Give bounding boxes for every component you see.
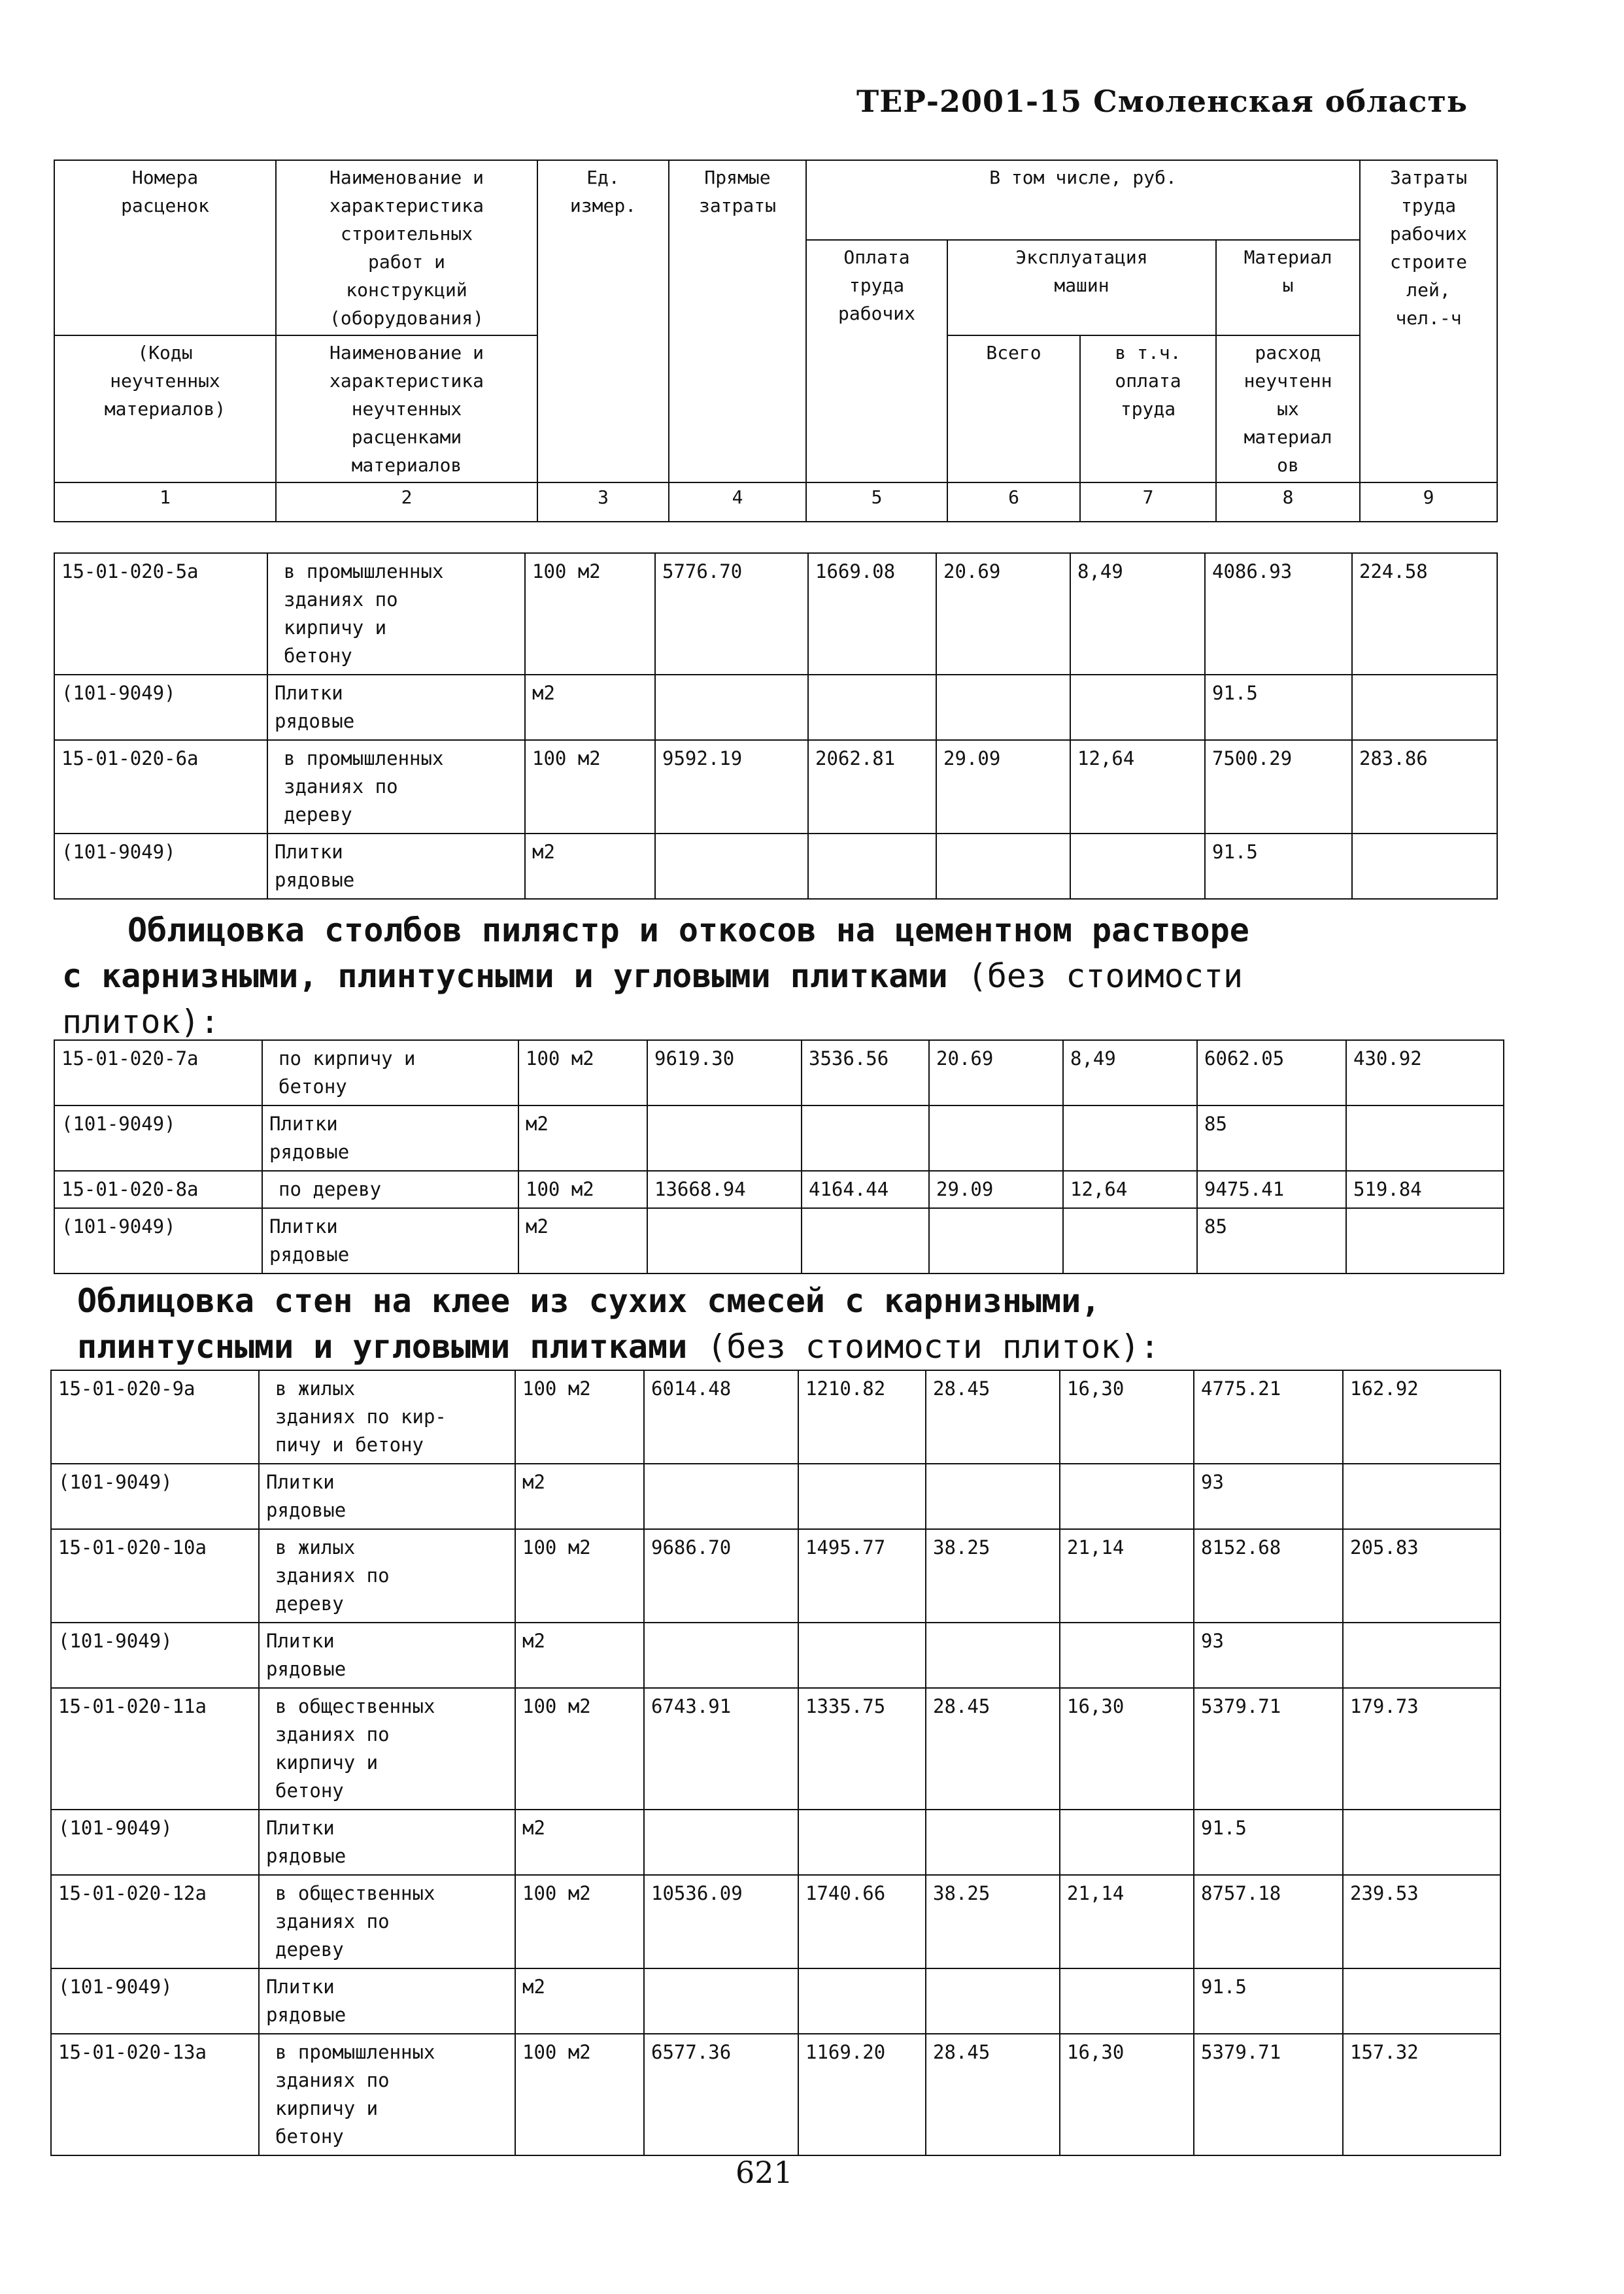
cell-mach: 28.45 <box>926 2034 1060 2155</box>
cell-name: в промышленных зданиях по дереву <box>267 740 525 834</box>
cell-hours: 239.53 <box>1343 1875 1500 1968</box>
cell-name: в общественных зданиях по кирпичу и бетону <box>259 1688 515 1810</box>
cell-direct: 6014.48 <box>644 1370 798 1464</box>
rate-row <box>54 1171 1504 1208</box>
cell-name: по дереву <box>262 1171 518 1208</box>
cell-labor <box>798 1464 926 1529</box>
cell-labor: 3536.56 <box>802 1040 929 1105</box>
cell-hours <box>1352 834 1497 899</box>
cell-mach-labor <box>1060 1464 1194 1529</box>
cell-unit: м2 <box>518 1105 647 1171</box>
cell-mach <box>936 834 1070 899</box>
cell-hours <box>1343 1810 1500 1875</box>
cell-mach-labor <box>1060 1810 1194 1875</box>
cell-labor <box>808 834 936 899</box>
section-heading-bold: плинтусными и угловыми плитками <box>77 1328 688 1366</box>
column-number: 3 <box>537 482 669 522</box>
cell-direct <box>644 1968 798 2034</box>
rate-row <box>54 740 1497 834</box>
cell-mach <box>926 1623 1060 1688</box>
rate-row <box>51 1875 1500 1968</box>
cell-unit: м2 <box>515 1464 644 1529</box>
column-number: 8 <box>1216 482 1360 522</box>
cell-mach-labor <box>1060 1623 1194 1688</box>
cell-code: (101-9049) <box>54 1208 262 1274</box>
cell-code: (101-9049) <box>54 834 267 899</box>
section-heading-bold: с карнизными, плинтусными и угловыми плитками <box>62 957 948 995</box>
cell-labor: 1495.77 <box>798 1529 926 1623</box>
cell-direct: 5776.70 <box>655 553 808 675</box>
cell-direct <box>655 834 808 899</box>
rate-row <box>51 1529 1500 1623</box>
cell-mat: 7500.29 <box>1205 740 1352 834</box>
cell-mat: 91.5 <box>1205 834 1352 899</box>
cell-direct: 9592.19 <box>655 740 808 834</box>
section-heading-line <box>77 1324 1160 1370</box>
cell-name: в жилых зданиях по дереву <box>259 1529 515 1623</box>
cell-hours: 179.73 <box>1343 1688 1500 1810</box>
header-col8-bottom: расход неучтенн ых материал ов <box>1216 335 1360 482</box>
cell-unit: 100 м2 <box>525 740 655 834</box>
cell-direct: 13668.94 <box>647 1171 802 1208</box>
cell-name: в общественных зданиях по дереву <box>259 1875 515 1968</box>
cell-mach <box>926 1968 1060 2034</box>
column-header-table <box>54 160 1498 522</box>
cell-name: Плитки рядовые <box>267 675 525 740</box>
cell-hours: 205.83 <box>1343 1529 1500 1623</box>
cell-mat: 8152.68 <box>1194 1529 1343 1623</box>
cell-mach: 20.69 <box>936 553 1070 675</box>
header-col5: Оплата труда рабочих <box>806 240 947 482</box>
section-heading-line <box>62 953 1249 999</box>
cell-unit: 100 м2 <box>515 2034 644 2155</box>
cell-mat: 8757.18 <box>1194 1875 1343 1968</box>
section-heading-line: плиток): <box>62 1003 220 1041</box>
cell-direct <box>644 1623 798 1688</box>
header-col7: в т.ч. оплата труда <box>1080 335 1216 482</box>
cell-mach: 20.69 <box>929 1040 1063 1105</box>
cell-code: (101-9049) <box>51 1623 259 1688</box>
cell-mach <box>929 1208 1063 1274</box>
cell-unit: 100 м2 <box>515 1370 644 1464</box>
cell-mach-labor: 16,30 <box>1060 1370 1194 1464</box>
column-number: 4 <box>669 482 806 522</box>
header-col8-top: Материал ы <box>1216 240 1360 335</box>
cell-labor: 1740.66 <box>798 1875 926 1968</box>
cell-hours: 283.86 <box>1352 740 1497 834</box>
cell-code: 15-01-020-8а <box>54 1171 262 1208</box>
cell-hours: 430.92 <box>1346 1040 1504 1105</box>
column-number: 6 <box>947 482 1080 522</box>
material-row <box>54 1105 1504 1171</box>
cell-code: 15-01-020-5а <box>54 553 267 675</box>
cell-direct <box>644 1810 798 1875</box>
cell-unit: 100 м2 <box>515 1529 644 1623</box>
cell-code: (101-9049) <box>51 1464 259 1529</box>
cell-unit: 100 м2 <box>518 1171 647 1208</box>
header-col2-top: Наименование и характеристика строительных работ и конструкций (оборудования) <box>276 160 537 335</box>
cell-code: (101-9049) <box>51 1810 259 1875</box>
cell-mat: 85 <box>1197 1105 1346 1171</box>
cell-hours <box>1352 675 1497 740</box>
cell-mat: 93 <box>1194 1464 1343 1529</box>
section-heading-line: Облицовка стен на клее из сухих смесей с карнизными, <box>77 1282 1101 1320</box>
cell-mach <box>926 1810 1060 1875</box>
rates-table-2 <box>54 1039 1504 1274</box>
cell-name: в промышленных зданиях по кирпичу и бетону <box>267 553 525 675</box>
cell-code: 15-01-020-7а <box>54 1040 262 1105</box>
cell-mach-labor <box>1060 1968 1194 2034</box>
cell-mach-labor: 21,14 <box>1060 1875 1194 1968</box>
cell-mach: 28.45 <box>926 1370 1060 1464</box>
column-number: 2 <box>276 482 537 522</box>
cell-mach-labor <box>1063 1208 1197 1274</box>
cell-direct: 6743.91 <box>644 1688 798 1810</box>
header-col6: Всего <box>947 335 1080 482</box>
rate-row <box>54 553 1497 675</box>
rate-row <box>51 1688 1500 1810</box>
header-col1-bottom: (Коды неучтенных материалов) <box>54 335 276 482</box>
header-col9: Затраты труда рабочих строите лей, чел.-ч <box>1360 160 1497 482</box>
cell-unit: м2 <box>525 834 655 899</box>
header-col1-top: Номера расценок <box>54 160 276 240</box>
cell-hours <box>1343 1464 1500 1529</box>
header-col1-spacer <box>54 240 276 335</box>
cell-mach-labor: 12,64 <box>1070 740 1205 834</box>
cell-unit: 100 м2 <box>515 1875 644 1968</box>
cell-mat: 5379.71 <box>1194 1688 1343 1810</box>
cell-labor: 1335.75 <box>798 1688 926 1810</box>
cell-labor <box>798 1968 926 2034</box>
cell-name: Плитки рядовые <box>259 1464 515 1529</box>
cell-labor: 4164.44 <box>802 1171 929 1208</box>
cell-labor: 2062.81 <box>808 740 936 834</box>
cell-mat: 93 <box>1194 1623 1343 1688</box>
cell-name: по кирпичу и бетону <box>262 1040 518 1105</box>
cell-hours <box>1346 1208 1504 1274</box>
cell-code: 15-01-020-11а <box>51 1688 259 1810</box>
cell-mat: 5379.71 <box>1194 2034 1343 2155</box>
cell-code: 15-01-020-13а <box>51 2034 259 2155</box>
header-col3: Ед. измер. <box>537 160 669 482</box>
cell-mach <box>936 675 1070 740</box>
cell-hours: 162.92 <box>1343 1370 1500 1464</box>
cell-mach: 38.25 <box>926 1529 1060 1623</box>
material-row <box>51 1464 1500 1529</box>
material-row <box>51 1810 1500 1875</box>
cell-mach-labor: 16,30 <box>1060 1688 1194 1810</box>
cell-code: (101-9049) <box>54 1105 262 1171</box>
cell-mach-labor: 21,14 <box>1060 1529 1194 1623</box>
cell-mach: 38.25 <box>926 1875 1060 1968</box>
header-including: В том числе, руб. <box>806 160 1360 240</box>
cell-labor: 1669.08 <box>808 553 936 675</box>
cell-mach-labor <box>1063 1105 1197 1171</box>
cell-unit: м2 <box>515 1810 644 1875</box>
rate-row <box>51 2034 1500 2155</box>
cell-mat: 4775.21 <box>1194 1370 1343 1464</box>
rate-row <box>54 1040 1504 1105</box>
cell-code: (101-9049) <box>51 1968 259 2034</box>
cell-unit: м2 <box>515 1623 644 1688</box>
cell-labor <box>802 1208 929 1274</box>
rates-table-1 <box>54 552 1498 900</box>
column-number: 5 <box>806 482 947 522</box>
material-row <box>54 675 1497 740</box>
column-number: 9 <box>1360 482 1497 522</box>
page-number: 621 <box>736 2155 793 2190</box>
cell-mat: 4086.93 <box>1205 553 1352 675</box>
header-machines: Эксплуатация машин <box>947 240 1216 335</box>
cell-direct <box>647 1208 802 1274</box>
cell-direct <box>647 1105 802 1171</box>
material-row <box>51 1968 1500 2034</box>
cell-hours <box>1346 1105 1504 1171</box>
cell-mach: 29.09 <box>936 740 1070 834</box>
cell-hours <box>1343 1968 1500 2034</box>
cell-name: Плитки рядовые <box>267 834 525 899</box>
material-row <box>54 1208 1504 1274</box>
cell-mat: 91.5 <box>1205 675 1352 740</box>
cell-name: Плитки рядовые <box>259 1623 515 1688</box>
cell-direct <box>655 675 808 740</box>
cell-unit: 100 м2 <box>515 1688 644 1810</box>
rate-row <box>51 1370 1500 1464</box>
material-row <box>54 834 1497 899</box>
cell-mat: 85 <box>1197 1208 1346 1274</box>
cell-mach <box>929 1105 1063 1171</box>
cell-mat: 91.5 <box>1194 1810 1343 1875</box>
cell-mach-labor: 8,49 <box>1070 553 1205 675</box>
cell-direct: 10536.09 <box>644 1875 798 1968</box>
column-number: 1 <box>54 482 276 522</box>
cell-mat: 6062.05 <box>1197 1040 1346 1105</box>
cell-mat: 91.5 <box>1194 1968 1343 2034</box>
header-col4: Прямые затраты <box>669 160 806 482</box>
cell-hours <box>1343 1623 1500 1688</box>
cell-unit: м2 <box>515 1968 644 2034</box>
cell-labor: 1169.20 <box>798 2034 926 2155</box>
page-title: ТЕР-2001-15 Смоленская область <box>856 84 1468 119</box>
cell-unit: 100 м2 <box>525 553 655 675</box>
material-row <box>51 1623 1500 1688</box>
rates-table-3 <box>50 1370 1501 2156</box>
section-heading-line: Облицовка столбов пилястр и откосов на цементном растворе <box>127 911 1249 949</box>
cell-labor <box>798 1623 926 1688</box>
cell-name: Плитки рядовые <box>259 1810 515 1875</box>
section-heading-walls <box>77 1278 1160 1370</box>
cell-code: 15-01-020-10а <box>51 1529 259 1623</box>
cell-code: 15-01-020-12а <box>51 1875 259 1968</box>
cell-mach-labor: 16,30 <box>1060 2034 1194 2155</box>
cell-direct: 9686.70 <box>644 1529 798 1623</box>
cell-mach: 28.45 <box>926 1688 1060 1810</box>
cell-hours: 519.84 <box>1346 1171 1504 1208</box>
cell-name: Плитки рядовые <box>262 1105 518 1171</box>
cell-code: 15-01-020-6а <box>54 740 267 834</box>
cell-mach: 29.09 <box>929 1171 1063 1208</box>
cell-hours: 157.32 <box>1343 2034 1500 2155</box>
section-heading-pilasters <box>62 907 1249 1045</box>
cell-name: Плитки рядовые <box>259 1968 515 2034</box>
cell-hours: 224.58 <box>1352 553 1497 675</box>
cell-direct: 9619.30 <box>647 1040 802 1105</box>
cell-labor <box>798 1810 926 1875</box>
cell-labor: 1210.82 <box>798 1370 926 1464</box>
cell-labor <box>802 1105 929 1171</box>
cell-name: в промышленных зданиях по кирпичу и бетону <box>259 2034 515 2155</box>
cell-labor <box>808 675 936 740</box>
cell-code: (101-9049) <box>54 675 267 740</box>
cell-direct <box>644 1464 798 1529</box>
cell-unit: м2 <box>518 1208 647 1274</box>
header-col2-bottom: Наименование и характеристика неучтенных расценками материалов <box>276 335 537 482</box>
cell-unit: 100 м2 <box>518 1040 647 1105</box>
section-heading-note: (без стоимости плиток): <box>687 1328 1160 1366</box>
cell-unit: м2 <box>525 675 655 740</box>
cell-mach-labor <box>1070 834 1205 899</box>
cell-name: в жилых зданиях по кир- пичу и бетону <box>259 1370 515 1464</box>
cell-mach <box>926 1464 1060 1529</box>
cell-name: Плитки рядовые <box>262 1208 518 1274</box>
cell-mach-labor: 12,64 <box>1063 1171 1197 1208</box>
cell-mach-labor: 8,49 <box>1063 1040 1197 1105</box>
section-heading-note: (без стоимости <box>947 957 1243 995</box>
cell-direct: 6577.36 <box>644 2034 798 2155</box>
column-number: 7 <box>1080 482 1216 522</box>
cell-mat: 9475.41 <box>1197 1171 1346 1208</box>
cell-mach-labor <box>1070 675 1205 740</box>
cell-code: 15-01-020-9а <box>51 1370 259 1464</box>
